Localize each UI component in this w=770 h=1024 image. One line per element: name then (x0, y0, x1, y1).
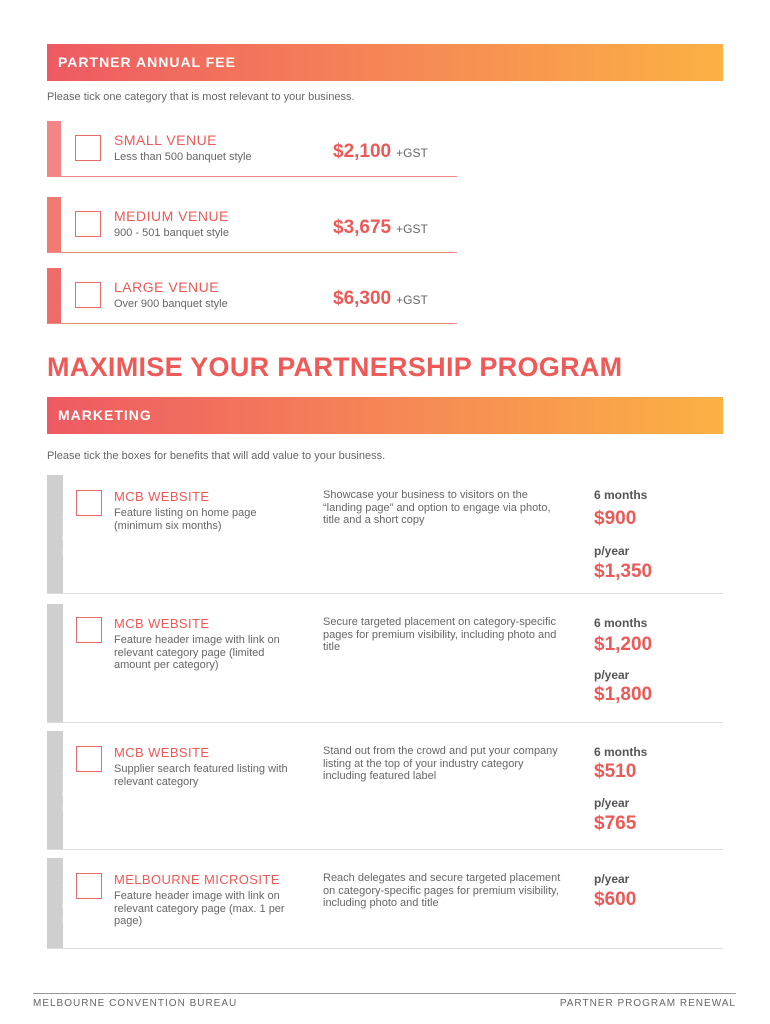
medium-venue-checkbox[interactable] (75, 211, 101, 237)
fee-tax: +GST (396, 222, 428, 236)
fee-option-large-venue (47, 268, 457, 324)
marketing-item-desc: Feature listing on home page (minimum six months) (114, 507, 257, 532)
page-title: MAXIMISE YOUR PARTNERSHIP PROGRAM (47, 352, 623, 382)
tier-label: PLATINUM (62, 883, 70, 923)
tier-label: PLATINUM (62, 515, 70, 555)
price-label-year: p/year (594, 668, 630, 682)
price-year: $1,350 (594, 561, 653, 582)
fee-option-price (333, 217, 428, 239)
price-label-year: p/year (594, 544, 630, 558)
marketing-item (47, 731, 723, 850)
price-label-6-months: 6 months (594, 616, 648, 630)
marketing-item-checkbox[interactable] (76, 490, 102, 516)
price-label-year: p/year (594, 872, 630, 886)
marketing-item-benefit: Reach delegates and secure targeted placement on category-specific pages for premium visibility, including photo and title (323, 872, 561, 909)
fee-tax: +GST (396, 293, 428, 307)
marketing-item-benefit: Stand out from the crowd and put your company listing at the top of your industry category including featured label (323, 745, 558, 782)
fee-amount: $2,100 (333, 141, 392, 162)
fee-option-desc: 900 - 501 banquet style (114, 227, 229, 239)
tier-side-bar (47, 604, 63, 722)
price-year: $600 (594, 889, 637, 910)
fee-option-bar (47, 197, 61, 252)
fee-tax: +GST (396, 146, 428, 160)
fee-amount: $3,675 (333, 217, 392, 238)
fee-option-desc: Over 900 banquet style (114, 298, 228, 310)
fee-option-bar (47, 268, 61, 323)
footer-right: PARTNER PROGRAM RENEWAL (559, 998, 736, 1009)
marketing-item-title: MCB WEBSITE (114, 489, 210, 504)
marketing-item (47, 475, 723, 594)
footer-left: MELBOURNE CONVENTION BUREAU (33, 998, 238, 1009)
price-label-6-months: 6 months (594, 745, 648, 759)
marketing-item-title: MCB WEBSITE (114, 616, 210, 631)
marketing-item-desc: Feature header image with link on relevant category page (max. 1 per page) (114, 890, 285, 927)
fee-option-price (333, 141, 428, 163)
fee-option-small-venue (47, 121, 457, 177)
fee-option-name: LARGE VENUE (114, 279, 220, 295)
marketing-item (47, 858, 723, 949)
price-label-year: p/year (594, 796, 630, 810)
price-6-months: $1,200 (594, 634, 653, 655)
marketing-item-title: MELBOURNE MICROSITE (114, 872, 280, 887)
tier-label: PLATINUM (62, 771, 70, 811)
fee-section-heading: PARTNER ANNUAL FEE (47, 44, 723, 81)
fee-option-desc: Less than 500 banquet style (114, 151, 252, 163)
marketing-item-desc: Supplier search featured listing with relevant category (114, 763, 288, 788)
fee-option-price (333, 288, 428, 310)
fee-section-intro: Please tick one category that is most relevant to your business. (47, 91, 355, 103)
marketing-section-intro: Please tick the boxes for benefits that will add value to your business. (47, 450, 386, 462)
price-year: $765 (594, 813, 637, 834)
price-6-months: $900 (594, 508, 637, 529)
marketing-item (47, 604, 723, 723)
fee-option-medium-venue (47, 197, 457, 253)
price-label-6-months: 6 months (594, 488, 648, 502)
price-6-months: $510 (594, 761, 637, 782)
marketing-section-heading: MARKETING (47, 397, 723, 434)
price-year: $1,800 (594, 684, 653, 705)
marketing-item-checkbox[interactable] (76, 617, 102, 643)
marketing-item-benefit: Showcase your business to visitors on the “landing page” and option to engage via photo, title and a short copy (323, 489, 551, 526)
small-venue-checkbox[interactable] (75, 135, 101, 161)
large-venue-checkbox[interactable] (75, 282, 101, 308)
marketing-item-checkbox[interactable] (76, 873, 102, 899)
marketing-item-title: MCB WEBSITE (114, 745, 210, 760)
footer-divider (33, 993, 736, 994)
marketing-item-benefit: Secure targeted placement on category-specific pages for premium visibility, including photo and title (323, 616, 557, 653)
fee-option-bar (47, 121, 61, 176)
marketing-item-checkbox[interactable] (76, 746, 102, 772)
fee-amount: $6,300 (333, 288, 392, 309)
marketing-item-desc: Feature header image with link on relevant category page (limited amount per category) (114, 634, 280, 671)
fee-option-name: SMALL VENUE (114, 132, 218, 148)
fee-option-name: MEDIUM VENUE (114, 208, 229, 224)
